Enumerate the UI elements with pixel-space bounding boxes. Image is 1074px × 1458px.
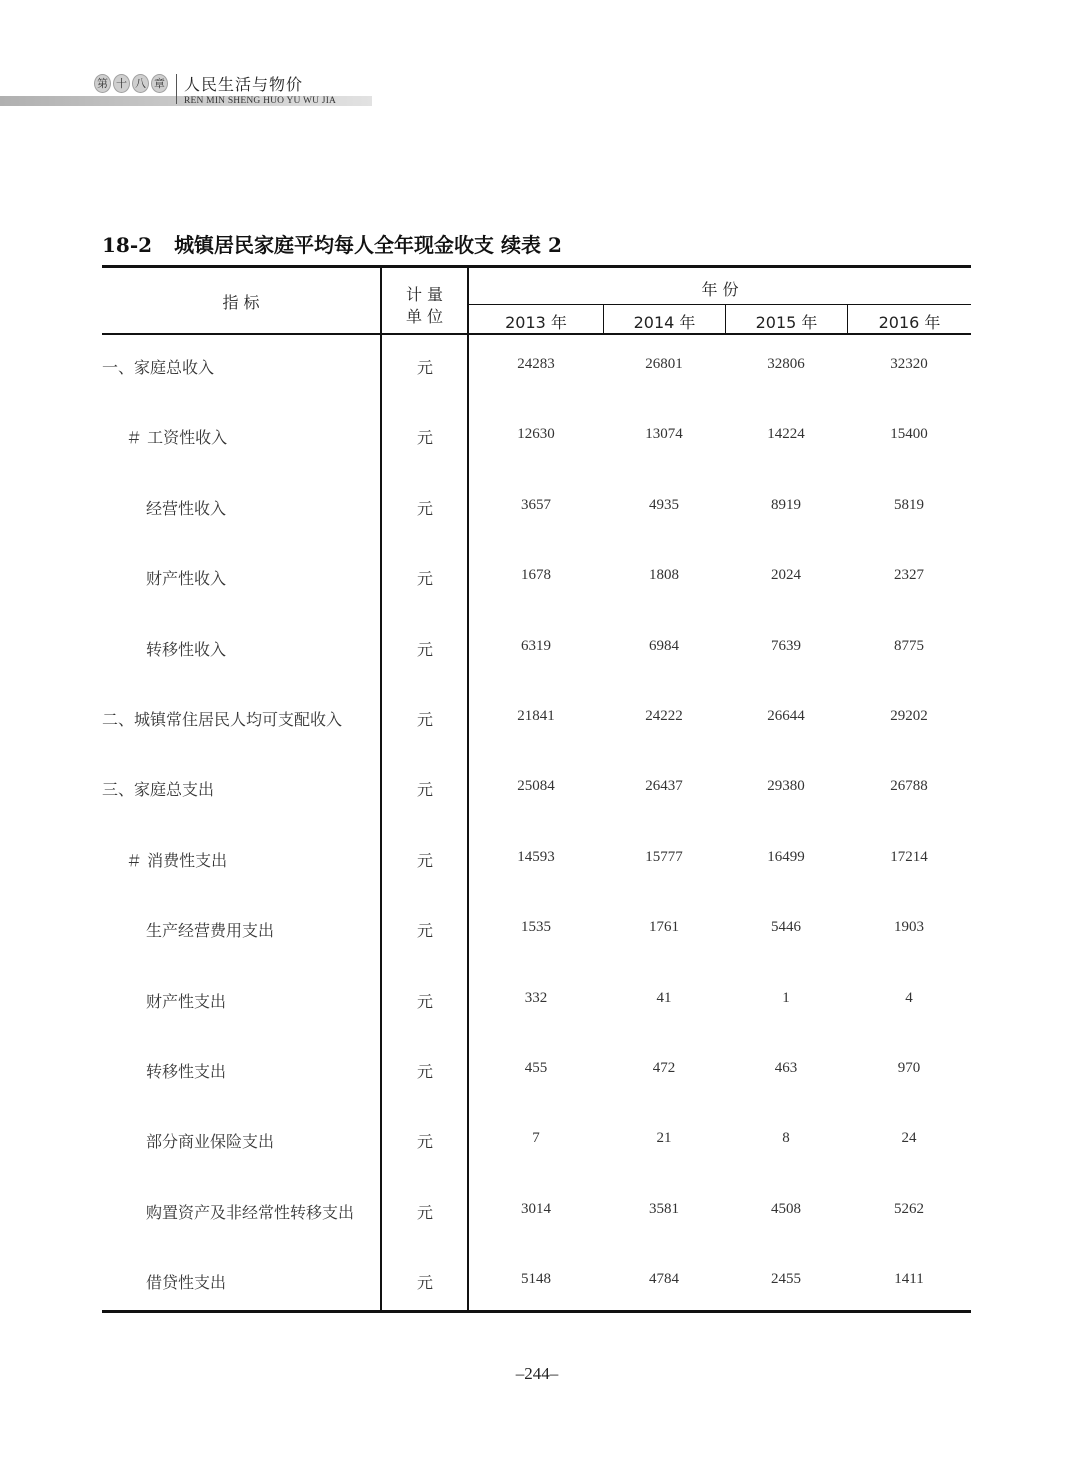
row-label: 借贷性支出 — [146, 1273, 227, 1293]
chapter-char: 八 — [132, 74, 149, 93]
table-title-text: 城镇居民家庭平均每人全年现金收支 续表 2 — [174, 233, 562, 257]
cell-value: 21 — [656, 1130, 672, 1147]
cell-value: 24 — [901, 1130, 917, 1147]
chapter-char: 十 — [113, 74, 130, 93]
row-unit: 元 — [416, 710, 433, 729]
row-label: 财产性收入 — [146, 569, 227, 589]
cell-value: 332 — [524, 989, 548, 1006]
cell-value: 5819 — [894, 496, 924, 513]
cell-value: 4 — [905, 989, 913, 1006]
cell-value: 2024 — [771, 567, 801, 584]
cell-value: 13074 — [645, 426, 683, 443]
cell-value: 14593 — [517, 848, 555, 865]
row-unit: 元 — [416, 780, 433, 800]
row-unit: 元 — [416, 1062, 433, 1081]
cell-value: 4784 — [649, 1271, 679, 1288]
cell-value: 25084 — [517, 778, 555, 795]
cell-value: 32320 — [890, 356, 928, 372]
cell-value: 8919 — [771, 496, 801, 513]
cell-value: 4935 — [649, 496, 679, 513]
row-label: 购置资产及非经常性转移支出 — [146, 1202, 355, 1222]
row-label: ＃ 工资性收入 — [126, 428, 228, 448]
cell-value: 3581 — [649, 1200, 679, 1217]
cell-value: 3657 — [521, 496, 551, 513]
header-year: 2016 年 — [878, 313, 941, 332]
row-unit: 元 — [416, 1273, 433, 1293]
cell-value: 6984 — [649, 637, 679, 654]
table-row — [102, 355, 971, 385]
row-label: 生产经营费用支出 — [146, 921, 275, 941]
cell-value: 455 — [524, 1060, 548, 1076]
row-unit: 元 — [416, 358, 433, 377]
cell-value: 5148 — [521, 1271, 551, 1288]
cell-value: 15400 — [890, 426, 928, 443]
table-row — [102, 425, 971, 455]
cell-value: 472 — [652, 1060, 676, 1076]
cell-value: 32806 — [767, 356, 805, 372]
row-label: ＃ 消费性支出 — [126, 850, 228, 870]
chapter-badge — [94, 74, 168, 96]
page-number: –244– — [515, 1364, 559, 1383]
cell-value: 16499 — [767, 848, 805, 865]
row-label: 转移性支出 — [146, 1062, 227, 1081]
header-unit-line1: 计 量 — [405, 285, 444, 304]
cell-value: 14224 — [767, 426, 805, 443]
cell-value: 1 — [782, 989, 790, 1006]
table-row — [102, 1059, 971, 1089]
cell-value: 29202 — [890, 708, 928, 724]
table-row — [102, 848, 971, 878]
cell-value: 24222 — [645, 708, 683, 724]
cell-value: 1761 — [649, 919, 679, 936]
chapter-char: 章 — [151, 74, 168, 93]
table-row — [102, 1129, 971, 1159]
cell-value: 7 — [532, 1130, 540, 1147]
table-row — [102, 637, 971, 667]
cell-value: 2327 — [894, 567, 924, 584]
row-label: 转移性收入 — [146, 639, 227, 659]
cell-value: 24283 — [517, 356, 555, 372]
running-subtitle: REN MIN SHENG HUO YU WU JIA — [184, 96, 337, 106]
cell-value: 8775 — [894, 637, 924, 654]
table-row — [102, 777, 971, 807]
cell-value: 5446 — [771, 919, 801, 936]
cell-value: 1411 — [894, 1271, 924, 1288]
chapter-char: 第 — [94, 74, 111, 93]
row-unit: 元 — [416, 850, 433, 870]
row-unit: 元 — [416, 428, 433, 448]
years-group-rule — [468, 304, 971, 305]
cell-value: 1678 — [521, 567, 551, 584]
running-title: 人民生活与物价 — [184, 75, 304, 94]
table-row — [102, 989, 971, 1019]
row-label: 经营性收入 — [146, 498, 227, 518]
header-indicator: 指 标 — [222, 293, 260, 312]
cell-value: 5262 — [894, 1200, 924, 1217]
header-year: 2014 年 — [633, 313, 696, 332]
cell-value: 6319 — [521, 637, 551, 654]
row-unit: 元 — [416, 991, 433, 1011]
table-row — [102, 496, 971, 526]
row-unit: 元 — [416, 498, 433, 518]
header-separator — [176, 74, 177, 104]
cell-value: 17214 — [890, 848, 928, 865]
row-label: 一、家庭总收入 — [102, 358, 215, 377]
cell-value: 463 — [774, 1060, 798, 1076]
cell-value: 15777 — [645, 848, 683, 865]
table-number: 18-2 — [102, 233, 153, 257]
header-unit-line2: 单 位 — [405, 307, 444, 326]
row-unit: 元 — [416, 1132, 433, 1152]
table-row — [102, 566, 971, 596]
table-title — [102, 229, 562, 258]
table-row — [102, 918, 971, 948]
top-rule — [102, 265, 971, 268]
row-unit: 元 — [416, 569, 433, 589]
row-label: 三、家庭总支出 — [102, 780, 215, 800]
cell-value: 7639 — [771, 637, 801, 654]
row-label: 部分商业保险支出 — [146, 1132, 275, 1152]
header-year: 2013 年 — [505, 313, 567, 332]
cell-value: 8 — [782, 1130, 790, 1147]
header-bottom-rule — [102, 333, 971, 335]
row-label: 财产性支出 — [146, 991, 227, 1011]
cell-value: 1808 — [649, 567, 679, 584]
row-unit: 元 — [416, 1202, 433, 1222]
cell-value: 12630 — [517, 426, 555, 443]
row-label: 二、城镇常住居民人均可支配收入 — [102, 710, 343, 729]
cell-value: 41 — [656, 989, 672, 1006]
table-row — [102, 707, 971, 737]
cell-value: 26801 — [645, 356, 683, 372]
cell-value: 26644 — [767, 708, 805, 724]
row-unit: 元 — [416, 639, 433, 659]
cell-value: 2455 — [771, 1271, 801, 1288]
cell-value: 26437 — [645, 778, 683, 795]
cell-value: 21841 — [517, 708, 555, 724]
bottom-rule — [102, 1310, 971, 1313]
table-row — [102, 1200, 971, 1230]
header-year: 2015 年 — [755, 313, 818, 332]
cell-value: 3014 — [521, 1200, 551, 1217]
table-row — [102, 1270, 971, 1300]
row-unit: 元 — [416, 921, 433, 941]
cell-value: 970 — [897, 1060, 921, 1076]
cell-value: 26788 — [890, 778, 928, 795]
cell-value: 29380 — [767, 778, 805, 795]
cell-value: 4508 — [771, 1200, 801, 1217]
header-years-group: 年 份 — [701, 280, 739, 299]
cell-value: 1535 — [521, 919, 551, 936]
cell-value: 1903 — [894, 919, 924, 936]
